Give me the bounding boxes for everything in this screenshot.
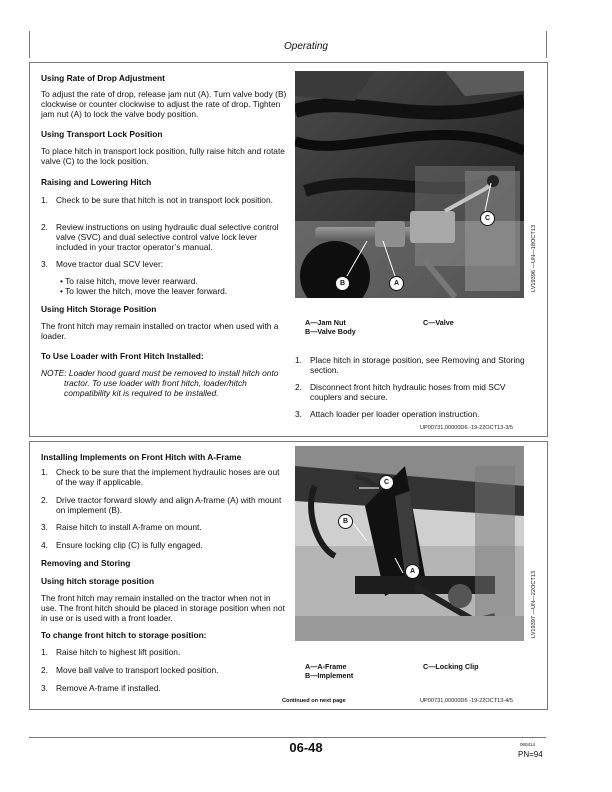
- list-number: 1.: [41, 467, 48, 477]
- list-text: Attach loader per loader operation instruction.: [310, 409, 480, 419]
- valve-photo-drawing: [295, 71, 524, 298]
- list-text: Place hitch in storage position, see Removing and Storing section.: [310, 355, 525, 376]
- list-text: Move tractor dual SCV lever:: [56, 259, 164, 269]
- list-text: Raise hitch to highest lift position.: [56, 647, 181, 657]
- photo-a-frame: [295, 446, 524, 641]
- callout-c: C: [379, 475, 394, 490]
- list-number: 1.: [41, 647, 48, 657]
- text-rate-of-drop: To adjust the rate of drop, release jam nut (A). Turn valve body (B) clockwise or counter clockwise to adjust the rate of drop. Tighten jam nut (A) to lock the valve body position.: [41, 89, 287, 120]
- heading-hitch-storage: Using Hitch Storage Position: [41, 304, 157, 314]
- callout-c: C: [480, 211, 495, 226]
- list-number: 3.: [41, 259, 48, 269]
- list-number: 2.: [295, 382, 302, 392]
- list-text: Move ball valve to transport locked position.: [56, 665, 219, 675]
- caption-c: C—Locking Clip: [423, 662, 479, 671]
- text-hitch-storage: The front hitch may remain installed on tractor when used with a loader.: [41, 321, 279, 342]
- photo-valve-assembly: [295, 71, 524, 298]
- reference-code: UP00731,00000D6 -19-22OCT13-4/5: [420, 698, 513, 704]
- image-code: LV19397 —UN—22OCT13: [531, 570, 537, 638]
- caption-a: A—Jam Nut: [305, 318, 346, 327]
- list-text: Disconnect front hitch hydraulic hoses from mid SCV couplers and secure.: [310, 382, 506, 403]
- caption-b: B—Implement: [305, 671, 354, 680]
- footer-rule: [29, 737, 546, 738]
- heading-change-storage: To change front hitch to storage position:: [41, 630, 207, 640]
- list-text: Check to be sure that the implement hydraulic hoses are out of the way if applicable.: [56, 467, 280, 488]
- list-number: 2.: [41, 665, 48, 675]
- list-number: 3.: [41, 683, 48, 693]
- callout-a: A: [405, 564, 420, 579]
- heading-rate-of-drop: Using Rate of Drop Adjustment: [41, 73, 165, 83]
- bullet-item: • To raise hitch, move lever rearward.: [60, 276, 198, 286]
- heading-removing-storing: Removing and Storing: [41, 558, 131, 568]
- list-number: 4.: [41, 540, 48, 550]
- heading-loader-front-hitch: To Use Loader with Front Hitch Installed:: [41, 351, 204, 361]
- list-number: 2.: [41, 495, 48, 505]
- a-frame-photo-drawing: [295, 446, 524, 641]
- continued-note: Continued on next page: [282, 698, 346, 704]
- caption-a: A—A-Frame: [305, 662, 347, 671]
- page-number: 06-48: [289, 740, 323, 755]
- text-hitch-storage-position: The front hitch may remain installed on the tractor when not in use. The front hitch should be placed in storage position when not in use or is used with a front loader.: [41, 593, 285, 624]
- list-number: 1.: [295, 355, 302, 365]
- heading-raising-lowering: Raising and Lowering Hitch: [41, 177, 152, 187]
- reference-code: UP00731,00000D6 -19-22OCT13-3/5: [420, 425, 513, 431]
- list-text: Drive tractor forward slowly and align A-frame (A) with mount on implement (B).: [56, 495, 282, 516]
- caption-b: B—Valve Body: [305, 327, 356, 336]
- list-text: Ensure locking clip (C) is fully engaged.: [56, 540, 203, 550]
- list-number: 1.: [41, 195, 48, 205]
- list-text: Check to be sure that hitch is not in transport lock position.: [56, 195, 273, 205]
- heading-installing-implements: Installing Implements on Front Hitch with A-Frame: [41, 452, 242, 462]
- footer-pn: PN=94: [518, 750, 543, 759]
- list-text: Remove A-frame if installed.: [56, 683, 161, 693]
- heading-hitch-storage-position: Using hitch storage position: [41, 576, 155, 586]
- text-transport-lock: To place hitch in transport lock position, fully raise hitch and rotate valve (C) to the lock position.: [41, 146, 285, 167]
- list-text: Review instructions on using hydraulic dual selective control valve (SVC) and dual selective control valve lock lever included in your tractor operator’s manual.: [56, 222, 279, 253]
- page-header-title: Operating: [284, 41, 328, 52]
- list-number: 3.: [41, 522, 48, 532]
- callout-b: B: [338, 514, 353, 529]
- list-text: Raise hitch to install A-frame on mount.: [56, 522, 202, 532]
- footer-small-code: 060414: [520, 742, 536, 747]
- callout-a: A: [389, 276, 404, 291]
- callout-b: B: [335, 276, 350, 291]
- list-number: 2.: [41, 222, 48, 232]
- note-text: NOTE: Loader hood guard must be removed to install hitch onto tractor. To use loader with front hitch, loader/hitch compatibility kit is required to be installed.: [41, 368, 279, 399]
- list-number: 3.: [295, 409, 302, 419]
- image-code: LV19396 —UN—18OCT13: [531, 224, 537, 292]
- heading-transport-lock: Using Transport Lock Position: [41, 129, 163, 139]
- bullet-item: • To lower the hitch, move the leaver forward.: [60, 286, 228, 296]
- caption-c: C—Valve: [423, 318, 454, 327]
- note-loader-hood-guard: [41, 368, 287, 399]
